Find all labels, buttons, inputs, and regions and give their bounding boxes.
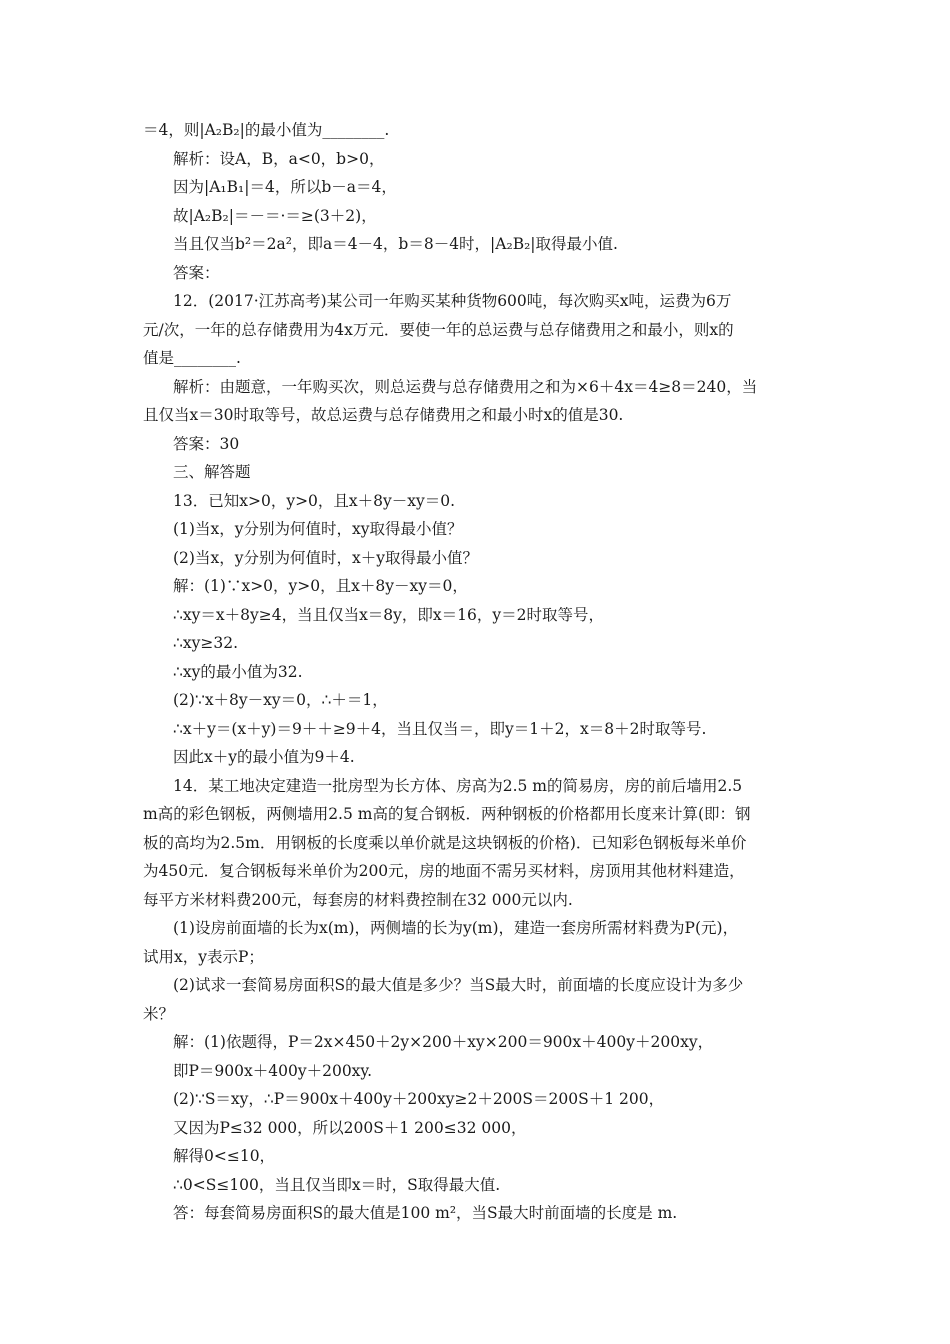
text-line: 解得0<≤10， bbox=[173, 1147, 276, 1165]
text-line: 板的高均为2.5m．用钢板的长度乘以单价就是这块钢板的价格)．已知彩色钢板每米单价 bbox=[143, 834, 747, 852]
text-line: 解：(1)依题得，P＝2x×450＋2y×200＋xy×200＝900x＋400y＋200xy， bbox=[173, 1033, 714, 1051]
text-line: ∴x＋y＝(x＋y)＝9＋＋≥9＋4，当且仅当＝，即y＝1＋2，x＝8＋2时取等号. bbox=[173, 720, 707, 738]
text-line: (2)∵x＋8y－xy＝0，∴＋＝1， bbox=[173, 691, 388, 709]
text-line: 解：(1)∵x>0，y>0，且x＋8y－xy＝0， bbox=[173, 577, 468, 595]
text-line: 12．(2017·江苏高考)某公司一年购买某种货物600吨，每次购买x吨，运费为6万 bbox=[173, 292, 732, 310]
text-line: (2)当x，y分别为何值时，x＋y取得最小值？ bbox=[173, 549, 478, 567]
text-line: 元/次，一年的总存储费用为4x万元．要使一年的总运费与总存储费用之和最小，则x的 bbox=[143, 321, 734, 339]
text-line: ∴0<S≤100，当且仅当即x＝时，S取得最大值. bbox=[173, 1176, 501, 1194]
text-line: 答案：30 bbox=[173, 435, 240, 453]
text-line: (2)∵S＝xy，∴P＝900x＋400y＋200xy≥2＋200S＝200S＋1 200， bbox=[173, 1090, 665, 1108]
text-line: (1)设房前面墙的长为x(m)，两侧墙的长为y(m)，建造一套房所需材料费为P(元)， bbox=[173, 919, 739, 937]
text-line: (2)试求一套简易房面积S的最大值是多少？当S最大时，前面墙的长度应设计为多少 bbox=[173, 976, 744, 994]
section-heading: 三、解答题 bbox=[173, 463, 251, 481]
text-line: m高的彩色钢板，两侧墙用2.5 m高的复合钢板．两种钢板的价格都用长度来计算(即：钢 bbox=[143, 805, 751, 823]
text-line: 解析：设A，B，a<0，b>0， bbox=[173, 150, 385, 168]
text-line: 答：每套简易房面积S的最大值是100 m²，当S最大时前面墙的长度是 m. bbox=[173, 1204, 678, 1222]
text-line: 因此x＋y的最小值为9＋4. bbox=[173, 748, 355, 766]
text-line: (1)当x，y分别为何值时，xy取得最小值？ bbox=[173, 520, 463, 538]
text-line: 每平方米材料费200元，每套房的材料费控制在32 000元以内. bbox=[143, 891, 573, 909]
text-line: 试用x，y表示P； bbox=[143, 948, 264, 966]
text-line: ∴xy≥32. bbox=[173, 634, 238, 652]
text-line: 13．已知x>0，y>0，且x＋8y－xy＝0. bbox=[173, 492, 456, 510]
text-line: 又因为P≤32 000，所以200S＋1 200≤32 000， bbox=[173, 1119, 527, 1137]
text-line: 值是________. bbox=[143, 349, 241, 367]
text-line: ∴xy的最小值为32. bbox=[173, 663, 303, 681]
text-line: 答案： bbox=[173, 264, 220, 282]
text-line: 为450元．复合钢板每米单价为200元，房的地面不需另买材料，房顶用其他材料建造， bbox=[143, 862, 745, 880]
text-line: 当且仅当b²＝2a²，即a＝4－4，b＝8－4时，|A₂B₂|取得最小值. bbox=[173, 235, 618, 253]
text-line: 解析：由题意，一年购买次，则总运费与总存储费用之和为×6＋4x＝4≥8＝240，当 bbox=[173, 378, 758, 396]
text-line: 14．某工地决定建造一批房型为长方体、房高为2.5 m的简易房，房的前后墙用2.5 bbox=[173, 777, 743, 795]
text-line: ＝4，则|A₂B₂|的最小值为________. bbox=[143, 121, 390, 139]
text-line: ∴xy＝x＋8y≥4，当且仅当x＝8y，即x＝16，y＝2时取等号， bbox=[173, 606, 605, 624]
text-line: 米？ bbox=[143, 1005, 175, 1023]
text-line: 且仅当x＝30时取等号，故总运费与总存储费用之和最小时x的值是30. bbox=[143, 406, 624, 424]
text-line: 因为|A₁B₁|＝4，所以b－a＝4， bbox=[173, 178, 397, 196]
text-line: 故|A₂B₂|＝－＝·＝≥(3＋2)， bbox=[173, 207, 377, 225]
text-line: 即P＝900x＋400y＋200xy. bbox=[173, 1062, 373, 1080]
